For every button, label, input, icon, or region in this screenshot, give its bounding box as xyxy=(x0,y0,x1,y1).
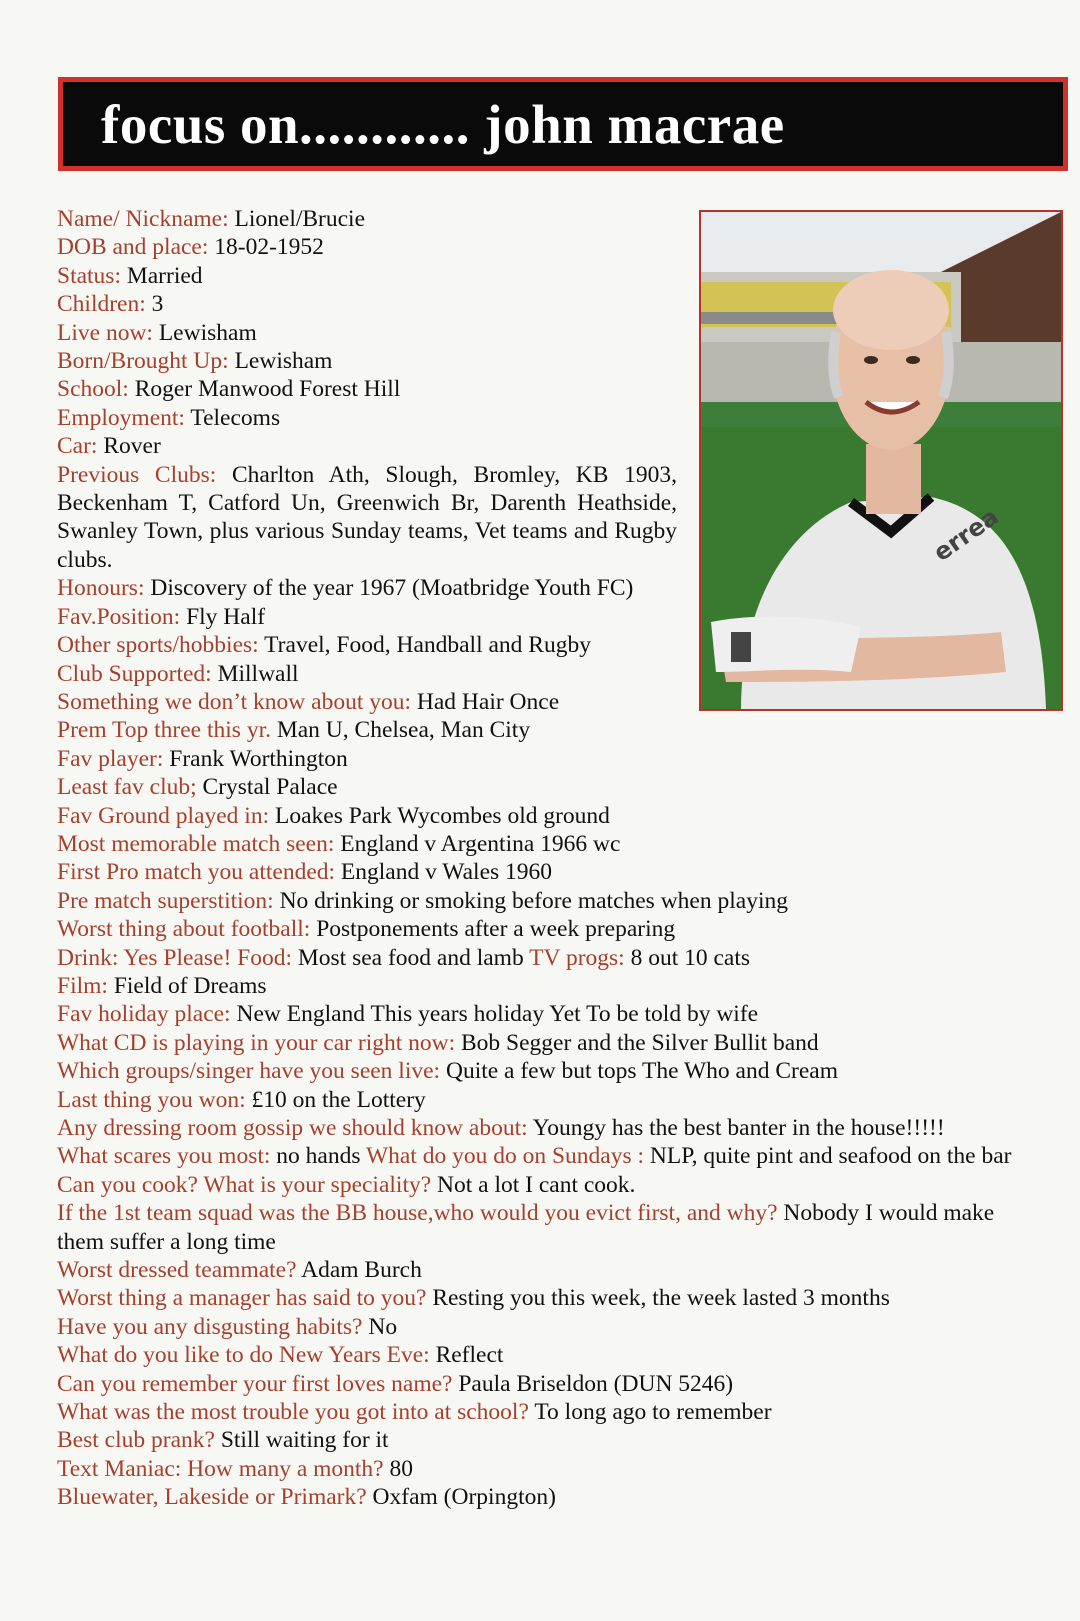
qa-row xyxy=(57,1370,1067,1398)
answer-text: Rover xyxy=(97,433,161,460)
question-label: Can you remember your first loves name? xyxy=(57,1370,453,1397)
question-label: Honours: xyxy=(57,575,145,602)
answer-text: Reflect xyxy=(429,1342,504,1369)
qa-row xyxy=(57,233,1067,261)
question-label: Bluewater, Lakeside or Primark? xyxy=(57,1484,367,1511)
question-label: School: xyxy=(57,376,129,403)
question-label: Employment: xyxy=(57,404,185,431)
answer-text: Adam Burch xyxy=(296,1257,422,1284)
answer-text: Married xyxy=(120,262,203,289)
qa-row xyxy=(57,347,1067,375)
answer-text: To long ago to remember xyxy=(528,1399,772,1426)
answer-text: Lionel/Brucie xyxy=(228,206,366,232)
qa-row xyxy=(57,1483,1067,1511)
question-label: Club Supported: xyxy=(57,660,212,687)
question-tv-progs: TV progs: xyxy=(529,944,625,971)
answer-text: No xyxy=(362,1313,398,1340)
question-label: What CD is playing in your car right now: xyxy=(57,1029,456,1056)
qa-row xyxy=(57,1199,1042,1256)
question-label: Live now: xyxy=(57,319,153,346)
question-drink-food: Drink: Yes Please! Food: xyxy=(57,944,293,971)
answer-text: England v Argentina 1966 wc xyxy=(334,830,621,857)
answer-text: Man U, Chelsea, Man City xyxy=(270,717,531,744)
question-label: Prem Top three this yr. xyxy=(57,717,271,744)
question-label: Status: xyxy=(57,262,121,289)
qa-row xyxy=(57,1000,1067,1028)
question-label: Film: xyxy=(57,972,108,999)
page-title: focus on............ john macrae xyxy=(101,93,785,155)
qa-row xyxy=(57,1171,1067,1199)
answer-text: 80 xyxy=(383,1455,413,1482)
answer-text: Crystal Palace xyxy=(196,774,338,801)
qa-row xyxy=(57,1455,1067,1483)
question-label: Fav Ground played in: xyxy=(57,802,270,829)
answer-text: Quite a few but tops The Who and Cream xyxy=(440,1058,838,1085)
answer-text: Field of Dreams xyxy=(107,972,267,999)
question-label: Fav.Position: xyxy=(57,603,181,630)
qa-row xyxy=(57,404,1067,432)
qa-row xyxy=(57,660,1067,688)
qa-row xyxy=(57,915,1067,943)
question-label: Last thing you won: xyxy=(57,1086,246,1113)
answer-text: Resting you this week, the week lasted 3 months xyxy=(426,1285,890,1312)
qa-row xyxy=(57,603,1067,631)
question-scares: What scares you most: xyxy=(57,1143,271,1170)
answer-text: Millwall xyxy=(211,660,299,687)
question-label: Previous Clubs: xyxy=(57,461,217,488)
question-label: Something we don’t know about you: xyxy=(57,688,412,715)
question-label: Born/Brought Up: xyxy=(57,348,229,375)
question-label: First Pro match you attended: xyxy=(57,859,336,886)
question-label: Have you any disgusting habits? xyxy=(57,1313,363,1340)
answer-text: Travel, Food, Handball and Rugby xyxy=(258,632,591,659)
answer-text: No drinking or smoking before matches when playing xyxy=(273,887,788,914)
qa-row xyxy=(57,1057,1067,1085)
answer-text: Telecoms xyxy=(184,404,281,431)
answer-text: Lewisham xyxy=(228,348,333,375)
qa-row xyxy=(57,1398,1067,1426)
answer-text: Bob Segger and the Silver Bullit band xyxy=(455,1029,819,1056)
qa-row xyxy=(57,887,1067,915)
answer-text: New England This years holiday Yet To be told by wife xyxy=(230,1001,759,1028)
question-label: Most memorable match seen: xyxy=(57,830,335,857)
question-label: Which groups/singer have you seen live: xyxy=(57,1058,441,1085)
qa-row xyxy=(57,773,1067,801)
question-label: Other sports/hobbies: xyxy=(57,632,259,659)
question-label: Name/ Nickname: xyxy=(57,206,229,232)
shirt-logo-text: errea xyxy=(928,502,1004,567)
question-sundays: What do you do on Sundays : xyxy=(365,1143,645,1170)
qa-row-scares-sundays xyxy=(57,1142,1042,1170)
qa-row xyxy=(57,830,1067,858)
answer-tv-progs: 8 out 10 cats xyxy=(624,944,751,971)
qa-row xyxy=(57,319,1067,347)
answer-text: Lewisham xyxy=(152,319,257,346)
question-label: Fav holiday place: xyxy=(57,1001,231,1028)
question-label: Any dressing room gossip we should know about: xyxy=(57,1115,528,1141)
qa-row xyxy=(57,574,1067,602)
answer-text: Fly Half xyxy=(180,603,266,630)
qa-row xyxy=(57,262,1067,290)
answer-text: 18-02-1952 xyxy=(208,234,324,261)
qa-row xyxy=(57,802,1067,830)
question-label: What was the most trouble you got into at school? xyxy=(57,1399,529,1426)
question-label: Fav player: xyxy=(57,745,164,772)
answer-text: Discovery of the year 1967 (Moatbridge Youth FC) xyxy=(144,575,634,602)
answer-scares: no hands xyxy=(270,1143,366,1170)
answer-text: Oxfam (Orpington) xyxy=(366,1484,556,1511)
qa-row xyxy=(57,688,1067,716)
qa-row xyxy=(57,1029,1067,1057)
question-label: Worst dressed teammate? xyxy=(57,1257,297,1284)
qa-row xyxy=(57,1313,1067,1341)
qa-row xyxy=(57,716,1067,744)
answer-text: Paula Briseldon (DUN 5246) xyxy=(452,1370,734,1397)
qa-row xyxy=(57,858,1067,886)
question-label: If the 1st team squad was the BB house,who would you evict first, and why? xyxy=(57,1200,778,1227)
qa-row xyxy=(57,631,1067,659)
question-label: Pre match superstition: xyxy=(57,887,274,914)
qa-row xyxy=(57,1341,1067,1369)
answer-text: Still waiting for it xyxy=(214,1427,389,1454)
answer-text: England v Wales 1960 xyxy=(335,859,553,886)
question-label: Car: xyxy=(57,433,98,460)
answer-text: 3 xyxy=(145,291,164,318)
qa-row xyxy=(57,972,1067,1000)
qa-row xyxy=(57,1114,1067,1142)
question-label: Can you cook? What is your speciality? xyxy=(57,1171,432,1198)
answer-text: Had Hair Once xyxy=(411,688,560,715)
qa-row xyxy=(57,745,1067,773)
answer-text: £10 on the Lottery xyxy=(245,1086,426,1113)
profile-qa-list xyxy=(57,205,1067,1512)
answer-text: Postponements after a week preparing xyxy=(310,916,676,943)
answer-food: Most sea food and lamb xyxy=(292,944,530,971)
question-label: Best club prank? xyxy=(57,1427,215,1454)
qa-row-drink-food-tv xyxy=(57,944,1067,972)
answer-text: Loakes Park Wycombes old ground xyxy=(269,802,610,829)
answer-sundays: NLP, quite pint and seafood on the bar xyxy=(644,1143,1012,1170)
answer-text: Frank Worthington xyxy=(163,745,348,772)
answer-text: Youngy has the best banter in the house!!!!! xyxy=(527,1115,945,1141)
qa-row xyxy=(57,290,1067,318)
answer-text: Not a lot I cant cook. xyxy=(431,1171,636,1198)
answer-text: Charlton Ath, Slough, Bromley, KB 1903, Beckenham T, Catford Un, Greenwich Br, Darenth Heathside, Swanley Town, plus various Sunday teams, Vet teams and Rugby clubs. xyxy=(57,461,677,573)
qa-row xyxy=(57,205,1067,233)
answer-text: Nobody I would make them suffer a long time xyxy=(57,1200,995,1255)
question-label: Worst thing a manager has said to you? xyxy=(57,1285,427,1312)
qa-row xyxy=(57,1284,1067,1312)
question-label: Children: xyxy=(57,291,146,318)
qa-row xyxy=(57,1256,1067,1284)
question-label: What do you like to do New Years Eve: xyxy=(57,1342,430,1369)
qa-row xyxy=(57,1426,1067,1454)
question-label: Worst thing about football: xyxy=(57,916,311,943)
title-banner xyxy=(58,77,1068,171)
question-label: Least fav club; xyxy=(57,774,197,801)
question-label: DOB and place: xyxy=(57,234,209,261)
question-label: Text Maniac: How many a month? xyxy=(57,1455,384,1482)
qa-row xyxy=(57,461,677,575)
qa-row xyxy=(57,1086,1067,1114)
qa-row xyxy=(57,432,1067,460)
qa-row xyxy=(57,375,1067,403)
answer-text: Roger Manwood Forest Hill xyxy=(128,376,401,403)
